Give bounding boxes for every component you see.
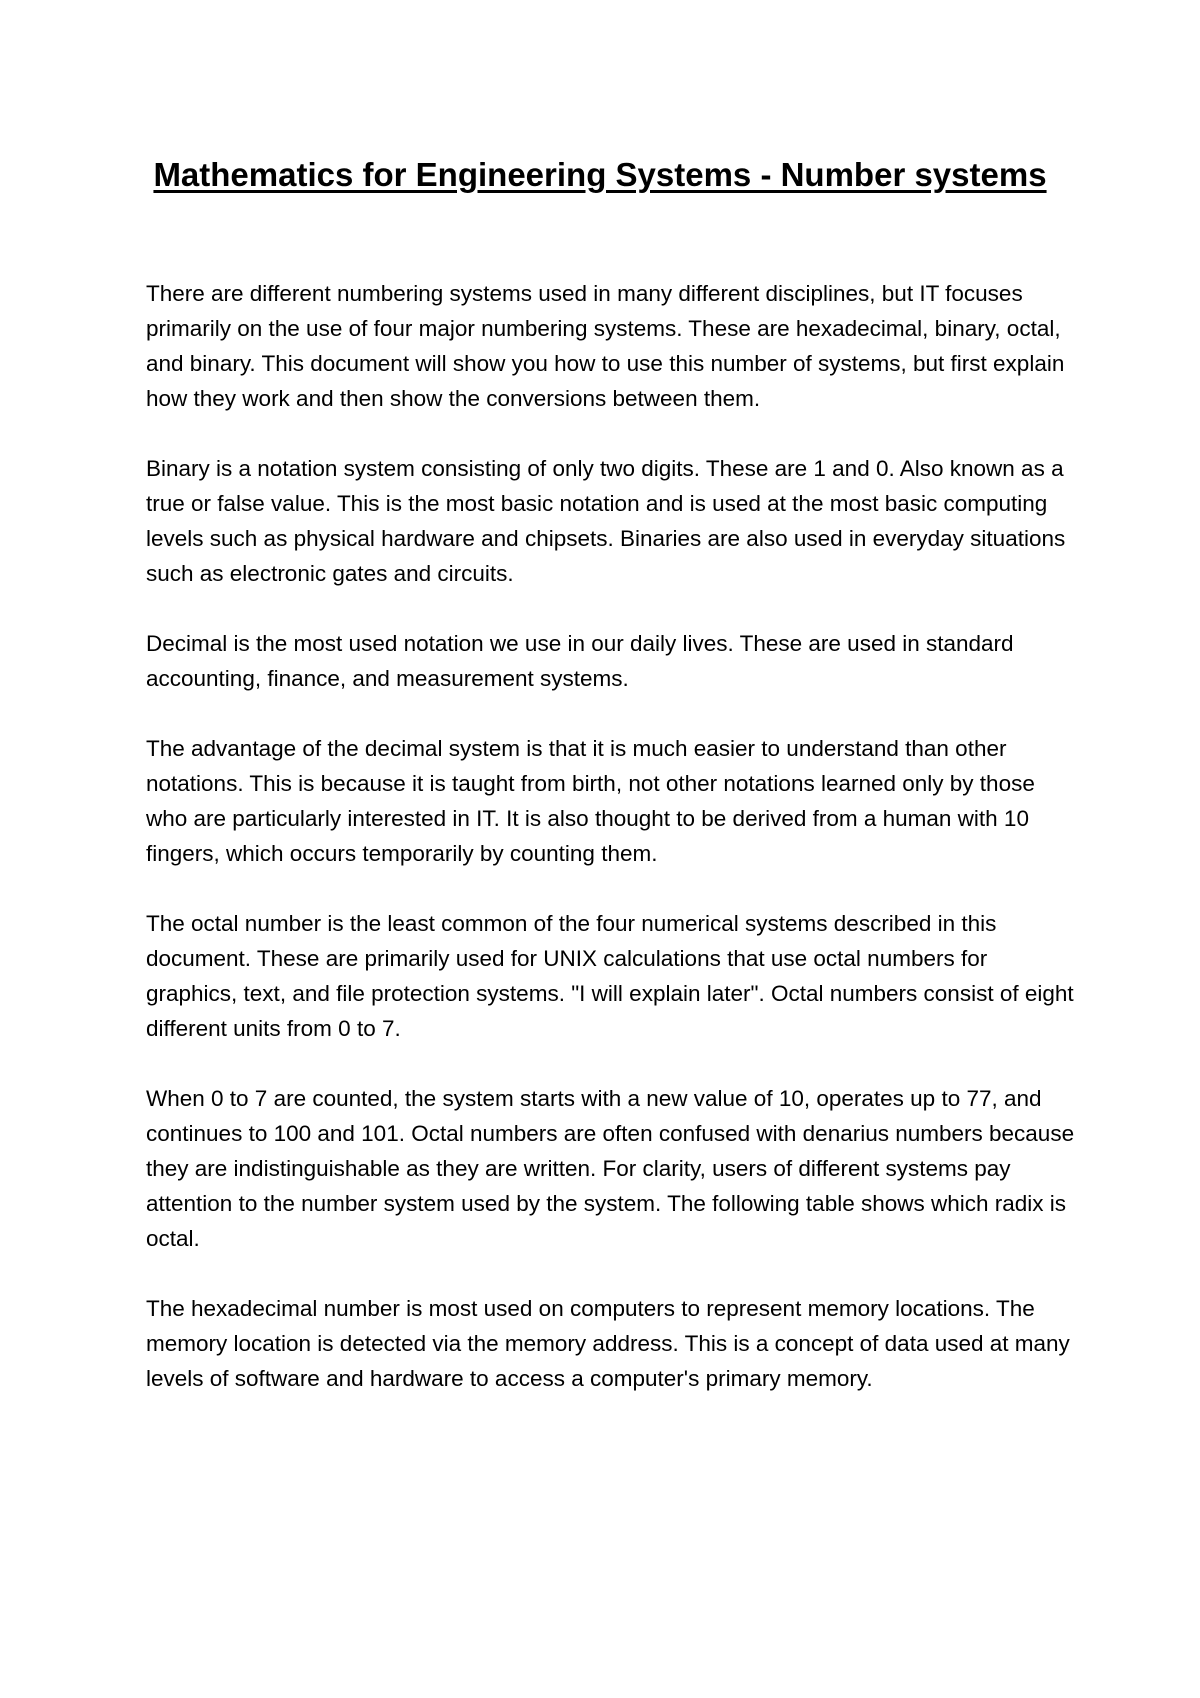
paragraph-intro: There are different numbering systems used in many different disciplines, but IT focuses primarily on the use of four major numbering systems. These are hexadecimal, binary, octal, and binary. This document will show you how to use this number of systems, but first explain how they work and then show the conversions between them. — [146, 281, 1065, 411]
paragraph-hexadecimal: The hexadecimal number is most used on computers to represent memory locations. The memory location is detected via the memory address. This is a concept of data used at many levels of software and hardware to access a computer's primary memory. — [146, 1296, 1070, 1391]
document-body — [146, 276, 1082, 1431]
paragraph-binary: Binary is a notation system consisting of only two digits. These are 1 and 0. Also known as a true or false value. This is the most basic notation and is used at the most basic computing levels such as physical hardware and chipsets. Binaries are also used in everyday situations such as electronic gates and circuits. — [146, 456, 1066, 586]
paragraph-octal: The octal number is the least common of the four numerical systems described in this document. These are primarily used for UNIX calculations that use octal numbers for graphics, text, and file protection systems. "I will explain later". Octal numbers consist of eight different units from 0 to 7. — [146, 911, 1074, 1041]
paragraph-decimal: Decimal is the most used notation we use in our daily lives. These are used in standard accounting, finance, and measurement systems. — [146, 631, 1014, 691]
paragraph-octal-counting: When 0 to 7 are counted, the system starts with a new value of 10, operates up to 77, and continues to 100 and 101. Octal numbers are often confused with denarius numbers because they are indistinguishable as they are written. For clarity, users of different systems pay attention to the number system used by the system. The following table shows which radix is octal. — [146, 1086, 1075, 1251]
paragraph-decimal-advantage: The advantage of the decimal system is that it is much easier to understand than other notations. This is because it is taught from birth, not other notations learned only by those who are particularly interested in IT. It is also thought to be derived from a human with 10 fingers, which occurs temporarily by counting them. — [146, 736, 1035, 866]
document-title: Mathematics for Engineering Systems - Number systems — [153, 156, 1047, 193]
